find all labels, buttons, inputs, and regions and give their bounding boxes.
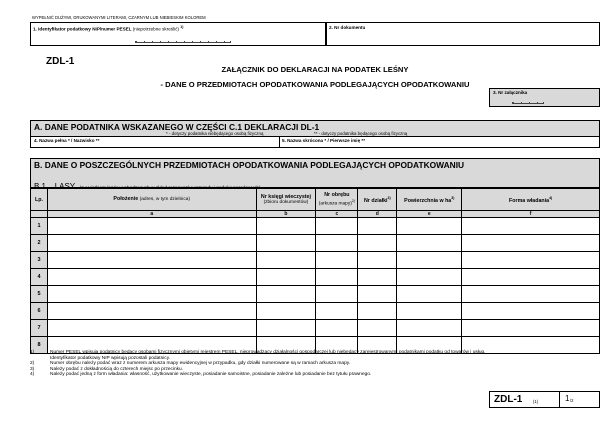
footnote: Identyfikator podatkowy NIP wpisują pozostali podatnicy. (50, 355, 171, 361)
full-name-label: 4. Nazwa pełna * / Nazwisko ** (34, 138, 100, 143)
plot-cell[interactable] (358, 252, 397, 269)
footer-form-code: ZDL-1 (494, 394, 523, 405)
footnote: 3) Należy podać z dokładnością do czterech miejsc po przecinku. (30, 366, 184, 372)
land-register-cell[interactable] (256, 252, 316, 269)
area-cell[interactable] (397, 286, 462, 303)
ownership-cell[interactable] (462, 235, 600, 252)
section-b1-heading: B.1. LASY (z wyjątkiem lasów wchodzących w skład rezerwatów przyrody i parków narodowych) (34, 182, 261, 191)
plot-cell[interactable] (358, 303, 397, 320)
footnote: 2) Numer obrębu należy podać wraz z numerem arkusza mapy ewidencyjnej w przypadku, gdy działki numerowane są w ramach arkusza mapy. (30, 361, 351, 367)
col-letter: e (397, 211, 462, 218)
section-a-note-legal: * - dotyczy podatnika niebędącego osobą fizyczną (166, 131, 264, 136)
row-number: 7 (31, 320, 48, 337)
col-area-header: Powierzchnia w $ha^{3)}$ (397, 189, 462, 211)
col-precinct-header: Nr obrębu (arkusza mapy)$^{2)}$ (316, 189, 358, 211)
footer-divider (559, 392, 560, 407)
location-cell[interactable] (47, 269, 256, 286)
location-cell[interactable] (47, 286, 256, 303)
precinct-cell[interactable] (316, 269, 358, 286)
precinct-cell[interactable] (316, 303, 358, 320)
precinct-cell[interactable] (316, 286, 358, 303)
location-cell[interactable] (47, 218, 256, 235)
attachment-number-label: 3. Nr załącznika (493, 90, 528, 95)
section-b (30, 158, 600, 191)
ownership-cell[interactable] (462, 286, 600, 303)
table-row (31, 303, 600, 320)
precinct-cell[interactable] (316, 320, 358, 337)
col-ownership-header: Forma władania$^{4)}$ (462, 189, 600, 211)
document-number-field[interactable] (326, 22, 600, 46)
ownership-cell[interactable] (462, 218, 600, 235)
precinct-cell[interactable] (316, 218, 358, 235)
location-cell[interactable] (47, 235, 256, 252)
col-letter: b (256, 211, 316, 218)
land-register-cell[interactable] (256, 235, 316, 252)
area-cell[interactable] (397, 269, 462, 286)
precinct-cell[interactable] (316, 235, 358, 252)
land-register-cell[interactable] (256, 320, 316, 337)
footer-version: (1) (533, 399, 539, 404)
ownership-cell[interactable] (462, 269, 600, 286)
land-register-cell[interactable] (256, 303, 316, 320)
short-name-label: 5. Nazwa skrócona * / Pierwsze imię ** (282, 138, 365, 143)
footer-page-number: 1 (565, 394, 570, 403)
col-letter: f (462, 211, 600, 218)
table-row (31, 235, 600, 252)
table-header-row (31, 189, 600, 211)
area-cell[interactable] (397, 303, 462, 320)
location-cell[interactable] (47, 252, 256, 269)
table-row (31, 218, 600, 235)
row-number: 3 (31, 252, 48, 269)
fill-instruction: WYPEŁNIĆ DUŻYMI, DRUKOWANYMI LITERAMI, CZARNYM LUB NIEBIESKIM KOLOREM (32, 15, 206, 20)
footnote: 1) Numer PESEL wpisują podatnicy będący osobami fizycznymi objętymi rejestrem PESEL, nieprowadzący działalności gospodarczej lub niebędący zarejestrowanymi podatnikami podatku od towarów i usług. (30, 350, 486, 355)
ownership-cell[interactable] (462, 303, 600, 320)
land-register-cell[interactable] (256, 286, 316, 303)
row-number: 6 (31, 303, 48, 320)
land-register-cell[interactable] (256, 218, 316, 235)
document-number-label: 2. Nr dokumentu (329, 25, 366, 30)
col-location-header: Położenie (adres, w tym dzielnica) (47, 189, 256, 211)
plot-cell[interactable] (358, 320, 397, 337)
form-code: ZDL-1 (46, 56, 75, 67)
footer-code-box (489, 391, 600, 408)
title-line-2: - DANE O PRZEDMIOTACH OPODATKOWANIA PODLEGAJĄCYCH OPODATKOWANIU (160, 80, 470, 89)
plot-cell[interactable] (358, 218, 397, 235)
row-number: 1 (31, 218, 48, 235)
attachment-number-ticks (512, 102, 544, 104)
section-a-note-person: ** - dotyczy podatnika będącego osobą fizyczną (314, 131, 408, 136)
plot-cell[interactable] (358, 269, 397, 286)
area-cell[interactable] (397, 320, 462, 337)
footnotes (30, 350, 600, 378)
row-number: 4 (31, 269, 48, 286)
location-cell[interactable] (47, 320, 256, 337)
footnote: 4) Należy podać jedną z form władania: własność, użytkowanie wieczyste, posiadanie samoistne, posiadanie zależne lub posiadanie bez tytułu prawnego. (30, 372, 372, 378)
area-cell[interactable] (397, 252, 462, 269)
area-cell[interactable] (397, 235, 462, 252)
plot-cell[interactable] (358, 235, 397, 252)
plot-cell[interactable] (358, 286, 397, 303)
col-letter: c (316, 211, 358, 218)
col-land-register-header: Nr księgi wieczystej (zbioru dokumentów) (256, 189, 316, 211)
row-number: 8 (31, 337, 48, 354)
table-row (31, 269, 600, 286)
forest-table (30, 188, 600, 354)
land-register-cell[interactable] (256, 269, 316, 286)
col-letter: d (358, 211, 397, 218)
attachment-number-field[interactable] (489, 88, 600, 107)
taxpayer-id-field[interactable] (30, 22, 326, 46)
table-row (31, 252, 600, 269)
section-a-title: A. DANE PODATNIKA WSKAZANEGO W CZĘŚCI C.1 DEKLARACJI DL-1 (34, 122, 320, 132)
table-row (31, 320, 600, 337)
area-cell[interactable] (397, 218, 462, 235)
section-b-title: B. DANE O POSZCZEGÓLNYCH PRZEDMIOTACH OPODATKOWANIA PODLEGAJĄCYCH OPODATKOWANIU (34, 160, 465, 170)
col-plot-header: Nr działki$^{3)}$ (358, 189, 397, 211)
col-letter: a (47, 211, 256, 218)
taxpayer-id-label: 1. Identyfikator podatkowy NIP/numer PESEL (niepotrzebne skreślić) $^{1)}$ (33, 25, 184, 32)
col-lp-header: Lp. (31, 189, 48, 211)
short-name-field[interactable] (279, 136, 600, 148)
title-line-1: ZAŁĄCZNIK DO DEKLARACJI NA PODATEK LEŚNY (221, 65, 409, 74)
footer-page-total: /2 (570, 398, 574, 403)
table-letter-row (31, 211, 600, 218)
precinct-cell[interactable] (316, 252, 358, 269)
full-name-field[interactable] (30, 136, 280, 148)
row-number: 5 (31, 286, 48, 303)
ownership-cell[interactable] (462, 320, 600, 337)
taxpayer-id-ticks (135, 41, 231, 43)
ownership-cell[interactable] (462, 252, 600, 269)
row-number: 2 (31, 235, 48, 252)
location-cell[interactable] (47, 303, 256, 320)
table-row (31, 286, 600, 303)
